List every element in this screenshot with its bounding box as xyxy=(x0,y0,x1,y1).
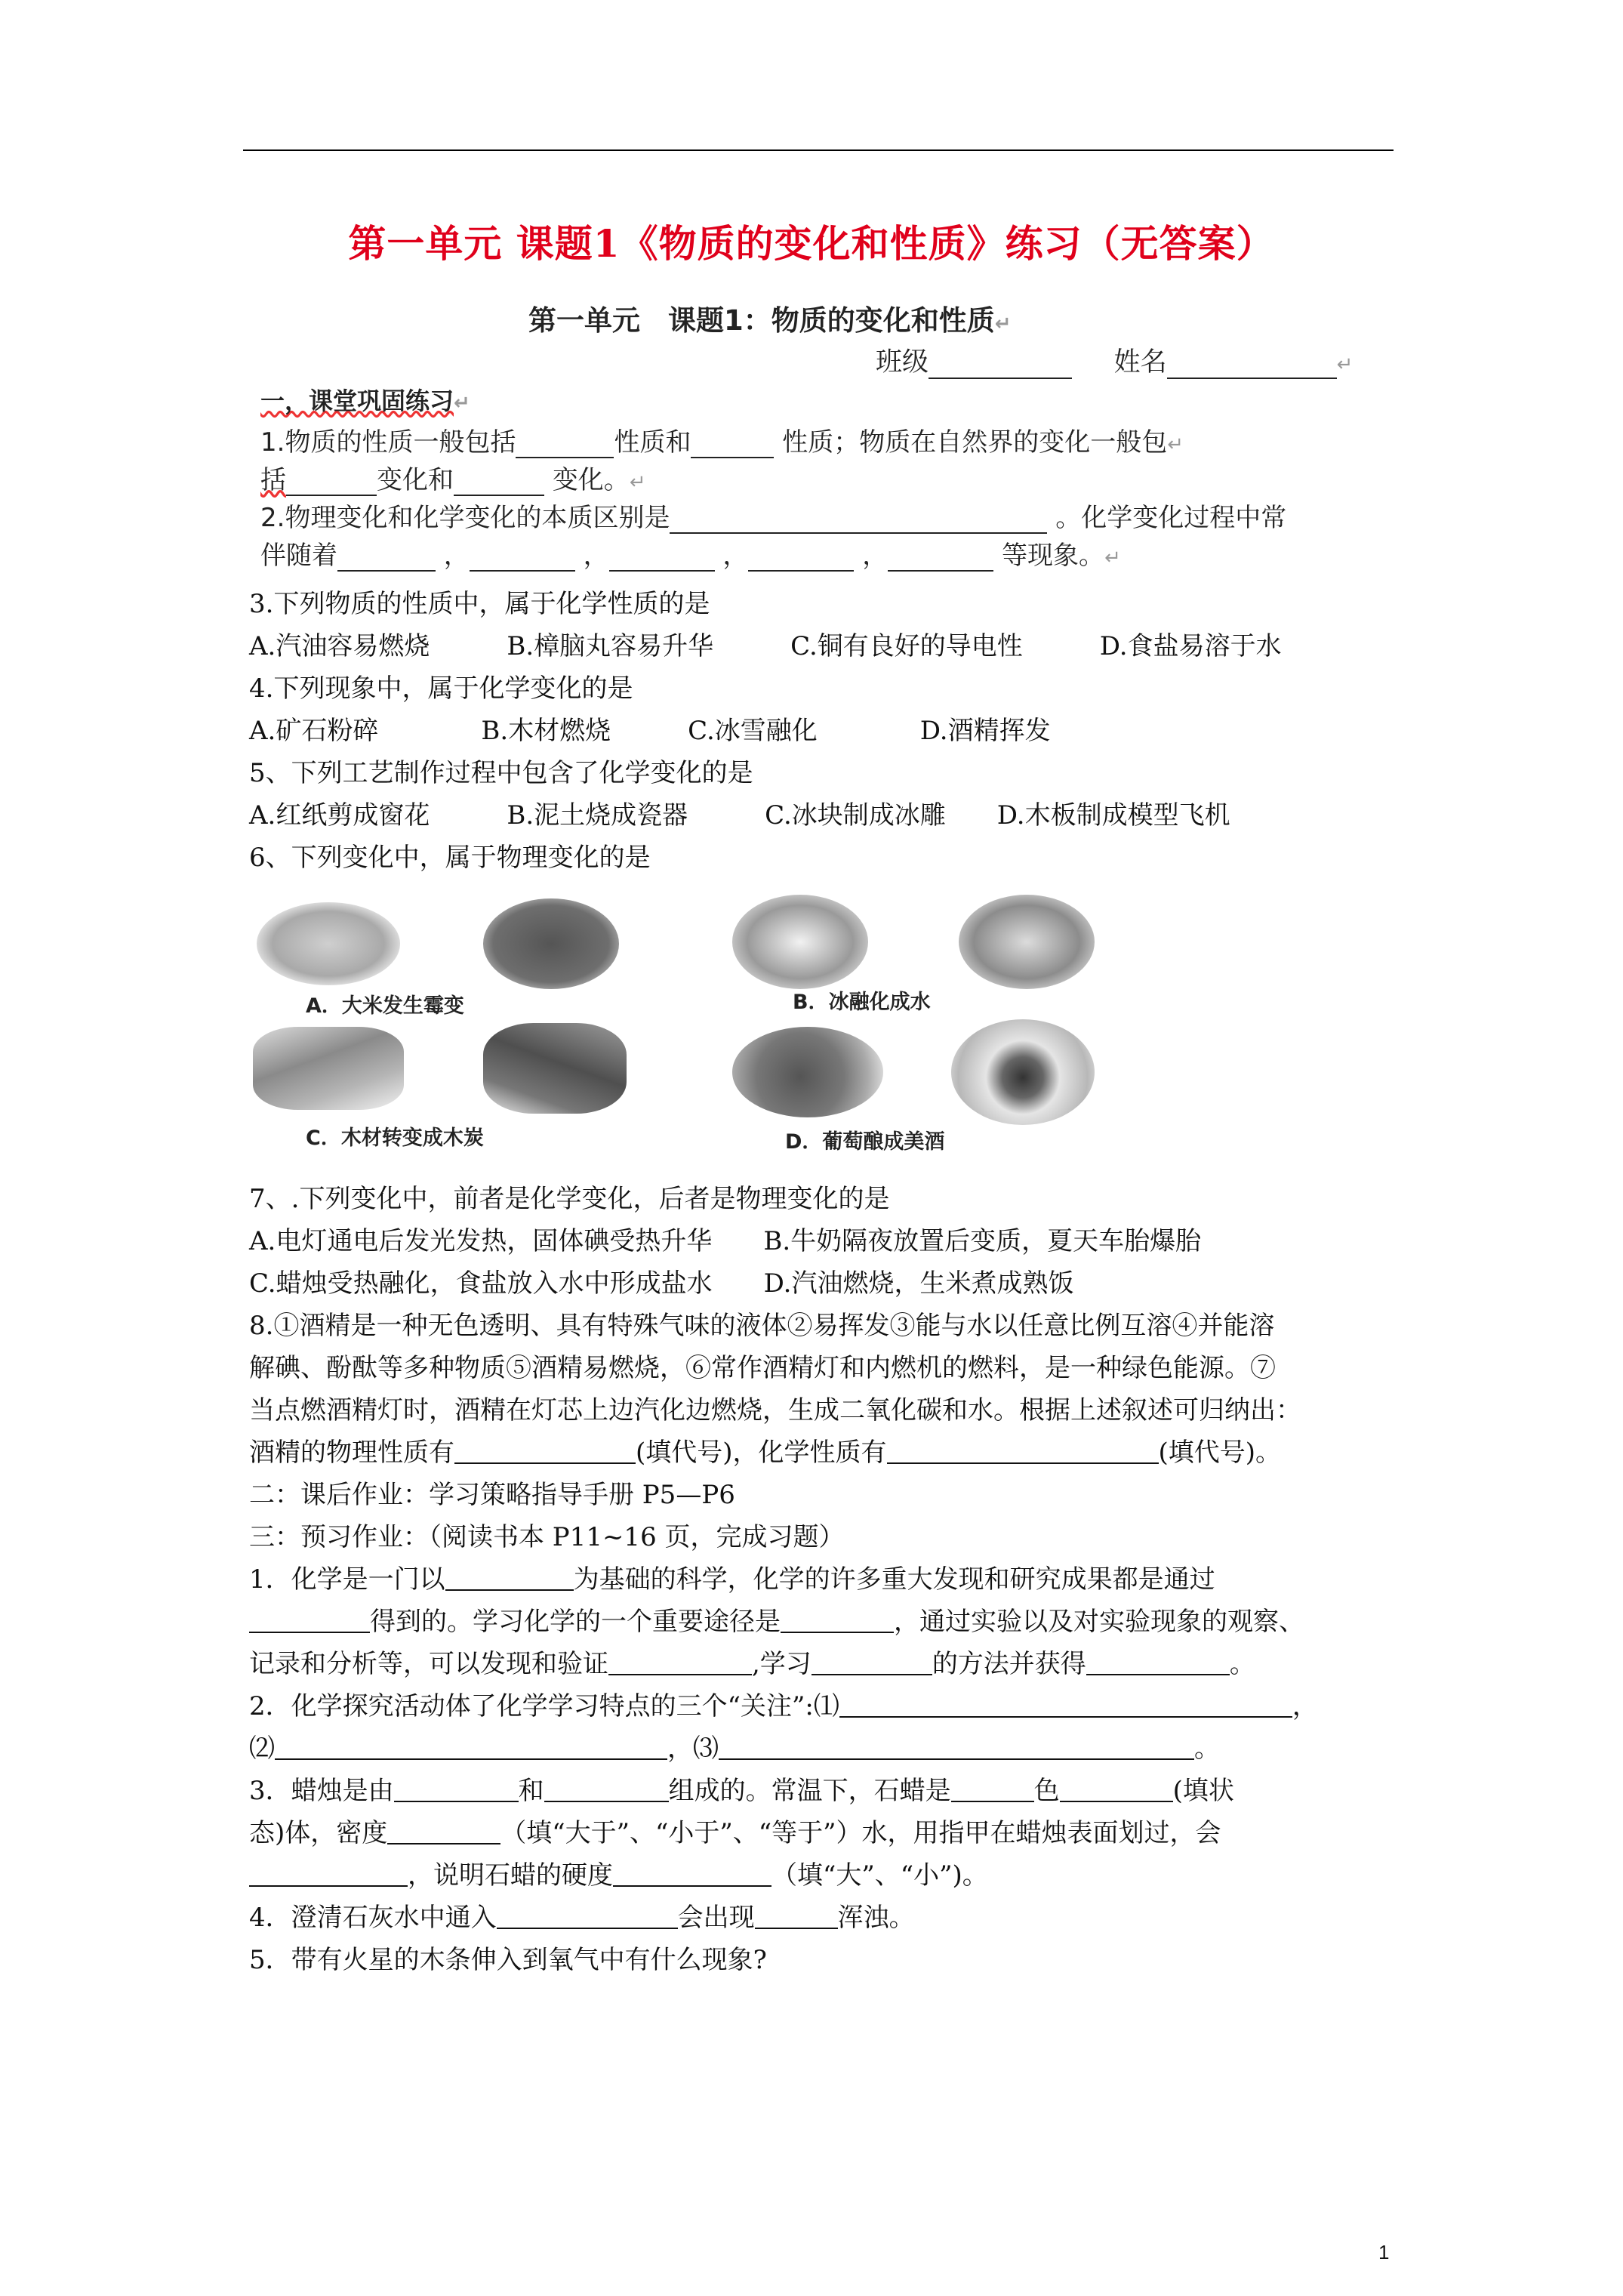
question-7-options-cd: C.蜡烛受热融化，食盐放入水中形成盐水 D.汽油燃烧，生米煮成熟饭 xyxy=(249,1268,1074,1299)
question-3-options: A.汽油容易燃烧 B.樟脑丸容易升华 C.铜有良好的导电性 D.食盐易溶于水 xyxy=(249,631,1282,661)
figure-b-label: B．冰融化成水 xyxy=(793,991,931,1014)
question-4: 4.下列现象中，属于化学变化的是 xyxy=(249,673,633,704)
homework-3: 三：预习作业：（阅读书本 P11~16 页，完成习题） xyxy=(249,1522,845,1552)
figure-d-label: D．葡萄酿成美酒 xyxy=(785,1130,945,1154)
wine-glass-image xyxy=(951,1019,1095,1125)
question-5: 5、下列工艺制作过程中包含了化学变化的是 xyxy=(249,758,753,788)
preview-question-2-line-1: 2．化学探究活动体了化学学习特点的三个“关注”:⑴ ， xyxy=(249,1685,1397,1727)
questions-7-to-end xyxy=(249,1178,1397,1981)
question-6-figures xyxy=(249,895,1079,1155)
question-2-line-1: 2.物理变化和化学变化的本质区别是 。化学变化过程中常 xyxy=(260,503,1287,533)
questions-3-to-6 xyxy=(249,583,1397,879)
scanned-subtitle: 第一单元 课题1：物质的变化和性质↵ xyxy=(528,304,1012,337)
preview-question-1-line-2: 得到的。学习化学的一个重要途径是 ，通过实验以及对实验现象的观察、 xyxy=(249,1601,1397,1643)
question-8-line-4: 酒精的物理性质有 (填代号)，化学性质有 (填代号)。 xyxy=(249,1432,1397,1474)
question-8-line-2: 解碘、酚酞等多种物质⑤酒精易燃烧，⑥常作酒精灯和内燃机的燃料，是一种绿色能源。⑦ xyxy=(249,1353,1276,1383)
question-4-options: A.矿石粉碎 B.木材燃烧 C.冰雪融化 D.酒精挥发 xyxy=(249,716,1051,746)
figure-c-label: C．木材转变成木炭 xyxy=(306,1126,484,1150)
question-7: 7、.下列变化中，前者是化学变化，后者是物理变化的是 xyxy=(249,1184,890,1214)
wood-image xyxy=(253,1027,404,1110)
header-rule xyxy=(243,149,1394,151)
preview-question-3-line-2: 态)体，密度 （填“大于”、“小于”、“等于”）水，用指甲在蜡烛表面划过，会 xyxy=(249,1812,1397,1854)
question-7-options-ab: A.电灯通电后发光发热，固体碘受热升华 B.牛奶隔夜放置后变质，夏天车胎爆胎 xyxy=(249,1226,1202,1256)
page-number: 1 xyxy=(1378,2241,1390,2264)
question-6: 6、下列变化中，属于物理变化的是 xyxy=(249,843,651,873)
melted-water-image xyxy=(959,895,1095,989)
moldy-rice-image xyxy=(483,898,619,989)
rice-bowl-image xyxy=(257,902,400,985)
question-8-line-1: 8.①酒精是一种无色透明、具有特殊气味的液体②易挥发③能与水以任意比例互溶④并能溶 xyxy=(249,1311,1275,1341)
scanned-worksheet-header xyxy=(249,287,1381,574)
preview-question-2-line-2: ⑵ ，⑶ 。 xyxy=(249,1727,1397,1770)
section-heading: 一，课堂巩固练习↵ xyxy=(260,387,470,415)
ice-image xyxy=(732,895,868,989)
question-3: 3.下列物质的性质中，属于化学性质的是 xyxy=(249,589,710,619)
question-5-options: A.红纸剪成窗花 B.泥土烧成瓷器 C.冰块制成冰雕 D.木板制成模型飞机 xyxy=(249,800,1230,831)
question-8-line-3: 当点燃酒精灯时，酒精在灯芯上边汽化边燃烧，生成二氧化碳和水。根据上述叙述可归纳出： xyxy=(249,1395,1301,1425)
grapes-image xyxy=(732,1027,883,1117)
question-1-line-1: 1.物质的性质一般包括 性质和 性质；物质在自然界的变化一般包↵ xyxy=(260,427,1184,458)
preview-question-3-line-3: ，说明石蜡的硬度 （填“大”、“小”)。 xyxy=(249,1854,1397,1897)
question-1-line-2: 括 变化和 变化。↵ xyxy=(260,465,646,495)
figure-a-label: A．大米发生霉变 xyxy=(306,994,464,1018)
class-name-line: 班级 姓名 ↵ xyxy=(876,347,1354,378)
preview-question-1-line-1: 1．化学是一门以 为基础的科学，化学的许多重大发现和研究成果都是通过 xyxy=(249,1558,1397,1601)
preview-question-1-line-3: 记录和分析等，可以发现和验证 ,学习 的方法并获得 。 xyxy=(249,1643,1397,1685)
preview-question-5: 5．带有火星的木条伸入到氧气中有什么现象? xyxy=(249,1945,767,1975)
preview-question-4: 4．澄清石灰水中通入 会出现 浑浊。 xyxy=(249,1897,1397,1939)
document-title: 第一单元 课题1《物质的变化和性质》练习（无答案） xyxy=(348,221,1275,266)
question-2-line-2: 伴随着 ， ， ， ， 等现象。↵ xyxy=(260,541,1121,571)
charcoal-image xyxy=(483,1023,627,1114)
preview-question-3-line-1: 3．蜡烛是由 和 组成的。常温下，石蜡是 色 (填状 xyxy=(249,1770,1397,1812)
homework-2: 二：课后作业：学习策略指导手册 P5—P6 xyxy=(249,1480,735,1510)
